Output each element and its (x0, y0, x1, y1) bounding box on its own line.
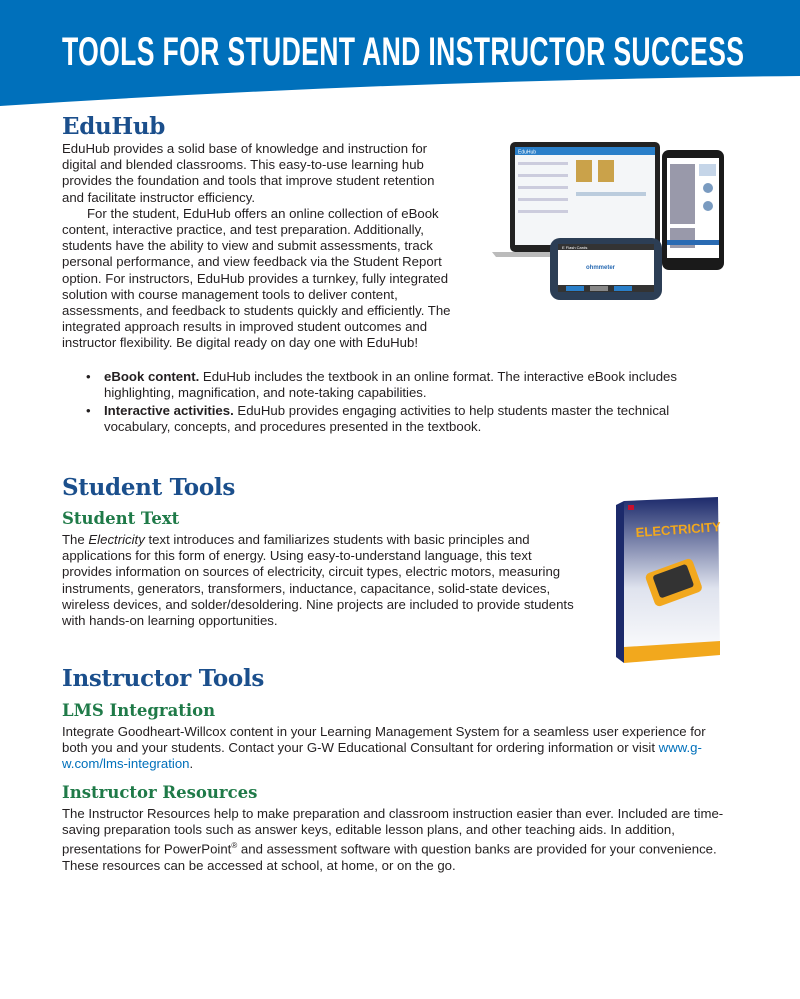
book-title: ELECTRICITY (635, 519, 722, 540)
phone-title: E Flash Cards (562, 245, 588, 250)
phone-word: ohmmeter (586, 265, 616, 271)
eduhub-bullets (62, 369, 702, 437)
instructor-tools-heading: Instructor Tools (62, 665, 265, 692)
lms-body: Integrate Goodheart-Willcox content in your Learning Management System for a seamless user experience for both you and your students. Contact your G-W Educational Consultant for ordering information or visit www.g-w.com/lms-integration. (62, 724, 706, 772)
lms-heading: LMS Integration (62, 701, 216, 720)
student-text-heading: Student Text (62, 509, 180, 528)
electricity-book-cover (614, 495, 722, 665)
eduhub-devices-image (490, 140, 725, 305)
eduhub-para1: EduHub provides a solid base of knowledge and instruction for digital and blended classrooms. This easy-to-use learning hub provides the foundation and tools that improve student retention and facilitate instructor efficiency. (62, 141, 435, 205)
instructor-resources-body: The Instructor Resources help to make preparation and classroom instruction easier than ever. Included are time-saving preparation tools such as answer keys, editable lesson plans, and other teaching aids. In addition, presentations for PowerPoint® and assessment software with question banks are provided for your convenience. These resources can be accessed at school, at home, or on the go. (62, 806, 724, 873)
laptop-logo: EduHub (518, 149, 537, 156)
page-title: TOOLS FOR STUDENT AND INSTRUCTOR SUCCESS (62, 30, 745, 74)
eduhub-para2: For the student, EduHub offers an online collection of eBook content, interactive practice, and test preparation. Additionally, students have the ability to view and submit assessments, track personal performance, and view feedback via the Student Report option. For instructors, EduHub provides a turnkey, fully integrated solution with course management tools to deliver content, assessments, and feedback to students quickly and efficiently. The integrated approach results in improved student outcomes and instructor flexibility. Be digital ready on day one with EduHub! (62, 205, 451, 351)
eduhub-body (62, 141, 452, 352)
eduhub-heading: EduHub (62, 113, 166, 140)
bullet-activities: • Interactive activities. EduHub provides engaging activities to help students master the technical vocabulary, concepts, and procedures presented in the textbook. (62, 403, 702, 435)
instructor-resources-heading: Instructor Resources (62, 783, 258, 802)
student-tools-heading: Student Tools (62, 474, 235, 501)
lms-link[interactable]: www.g-w.com/lms-integration (62, 740, 702, 772)
student-text-body: The Electricity text introduces and familiarizes students with basic principles and applications for this form of energy. Using easy-to-understand language, this text provides information on sources of electricity, circuit types, electric motors, measuring instruments, generators, transformers, inductance, capacitance, solid-state devices, wireless devices, and solder/desoldering. Nine projects are included to provide students with hands-on learning opportunities. (62, 532, 574, 629)
bullet-ebook: • eBook content. EduHub includes the textbook in an online format. The interactive eBook includes highlighting, magnification, and note-taking capabilities. (62, 369, 702, 401)
